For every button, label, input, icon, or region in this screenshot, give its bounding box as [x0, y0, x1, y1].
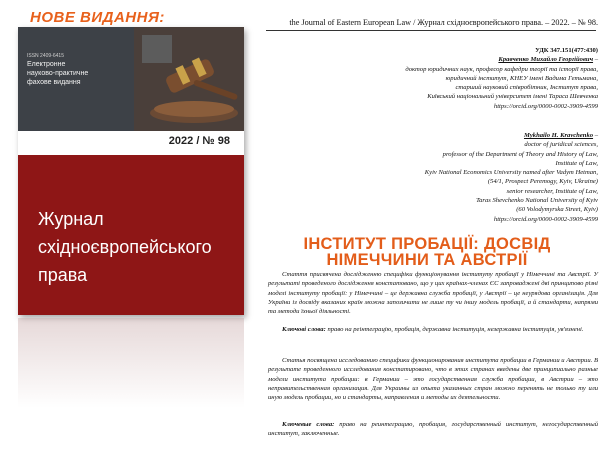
cover-subtitle-line: фахове видання: [27, 79, 81, 86]
cover-subtitle-line: науково-практичне: [27, 70, 89, 77]
article-title-line: НІМЕЧЧИНИ ТА АВСТРІЇ: [326, 251, 528, 269]
cover-title-line: східноєвропейського: [38, 237, 212, 257]
author-name-en: Mykhailo H. Kravchenko: [523, 132, 594, 139]
keywords-text-ru: право на реинтеграцию, пробация, государственный институт, негосударственный институт, заключенные.: [268, 421, 598, 438]
cover-subtitle-line: Електронне: [27, 61, 66, 68]
author-affiliation-line: doctor of juridical sciences,: [524, 141, 598, 149]
article-page: [252, 0, 600, 450]
cover-title-panel: [18, 155, 244, 315]
keywords-ru: [268, 420, 598, 439]
cover-title-line: права: [38, 265, 88, 285]
keywords-label-ua: Ключові слова:: [282, 326, 326, 333]
article-title-line: ІНСТИТУТ ПРОБАЦІЇ: ДОСВІД: [303, 235, 551, 253]
journal-cover: [18, 27, 244, 315]
author-affiliation-line: (60 Volodymyrska Street, Kyiv): [516, 206, 598, 214]
author-orcid: https://orcid.org/0000-0002-3909-4599: [493, 102, 598, 110]
running-head: the Journal of Eastern European Law / Журнал східноєвропейського права. – 2022. – № 98.: [289, 18, 598, 27]
author-block-en: Mykhailo H. Kravchenko – doctor of juridical sciences, professor of the Department of Theory and History of Law, Institute of Law, Kyiv National Economics University named after Vadym Hetman, (54/1, Prospect Peremogy, Kyiv, Ukraine) senior researcher, Institute of Law, Taras Shevchenko National University of Kyiv (60 Volodymyrska Street, Kyiv) https://orcid.org/0000-0002-3909-4599: [272, 131, 598, 224]
keywords-label-ru: Ключевые слова:: [282, 421, 335, 428]
abstract-ua: Стаття присвячена дослідженню специфіки функціонування інституту пробації у Німеччині та Австрії. У результаті проведеного дослідження констатовано, що у цих країнах-членах ЄС запроваджені дві принципово різні моделі інституту пробації: у Німеччині – це державна служба пробації, у Австрії – це неурядова організація. Для України із досвіду вказаних країн можна запозичити не лише ту чи іншу модель пробації, а й стандарти, напрями та методи їхньої діяльності.: [268, 271, 598, 316]
author-affiliation-line: Київський національний університет імені Тараса Шевченка: [427, 93, 598, 101]
author-affiliation-line: (54/1, Prospect Peremogy, Kyiv, Ukraine): [487, 178, 598, 186]
author-affiliation-line: senior researcher, Institute of Law,: [506, 187, 598, 195]
cover-title-line: Журнал: [38, 209, 104, 229]
keywords-ua: [268, 325, 598, 334]
author-affiliation-line: Taras Shevchenko National University of Kyiv: [476, 197, 598, 205]
author-affiliation-line: юридичний інститут, КНЕУ імені Вадима Гетьмана,: [445, 74, 598, 82]
article-title: [262, 236, 592, 268]
udc-code: УДК 347.151(477:430): [535, 47, 598, 54]
author-affiliation-line: старший науковий співробітник, Інститут права,: [455, 84, 598, 92]
author-orcid: https://orcid.org/0000-0002-3909-4599: [493, 215, 598, 223]
cover-meta: [27, 53, 147, 87]
abstract-ru: Статья посвящена исследованию специфики функционирования института пробации в Германии и Австрии. В результате проведенного исследования констатировано, что в этих странах введены две принципиально разные модели института пробации: в Германии – это государственная служба пробации, в Австрии – это неправительственная организация. Для Украины из опыта указанных стран можно перенять не только ту или иную модель пробации, но и стандарты, направления и методы их деятельности.: [268, 357, 598, 402]
cover-top-panel: [18, 27, 244, 131]
cover-title: [38, 205, 238, 289]
cover-issue-number: 2022 / № 98: [168, 135, 230, 147]
gavel-image: [134, 27, 244, 131]
author-affiliation-line: Kyiv National Economics University named after Vadym Hetman,: [424, 169, 598, 177]
cover-reflection: [18, 318, 244, 408]
keywords-text-ua: право на реінтеграцію, пробація, державна інституція, незержавна інституція, ув'язнені.: [327, 326, 584, 333]
cover-issue-band: [18, 131, 244, 155]
author-affiliation-line: доктор юридичних наук, професор кафедри теорії та історії права,: [405, 65, 598, 73]
author-affiliation-line: professor of the Department of Theory and History of Law,: [442, 150, 598, 158]
new-edition-banner: НОВЕ ВИДАННЯ:: [30, 9, 165, 26]
author-name-ua: Кравченко Михайло Георгійович: [498, 56, 594, 64]
author-affiliation-line: Institute of Law,: [555, 159, 598, 167]
author-block-ua: УДК 347.151(477:430) Кравченко Михайло Георгійович – доктор юридичних наук, професор кафедри теорії та історії права, юридичний інститут, КНЕУ імені Вадима Гетьмана, старший науковий співробітник, Інститут права, Київський національний університет імені Тараса Шевченка https://orcid.org/0000-0002-3909-4599: [272, 46, 598, 111]
header-rule: [266, 30, 596, 31]
cover-issn: ISSN 2409-6415: [27, 53, 64, 59]
